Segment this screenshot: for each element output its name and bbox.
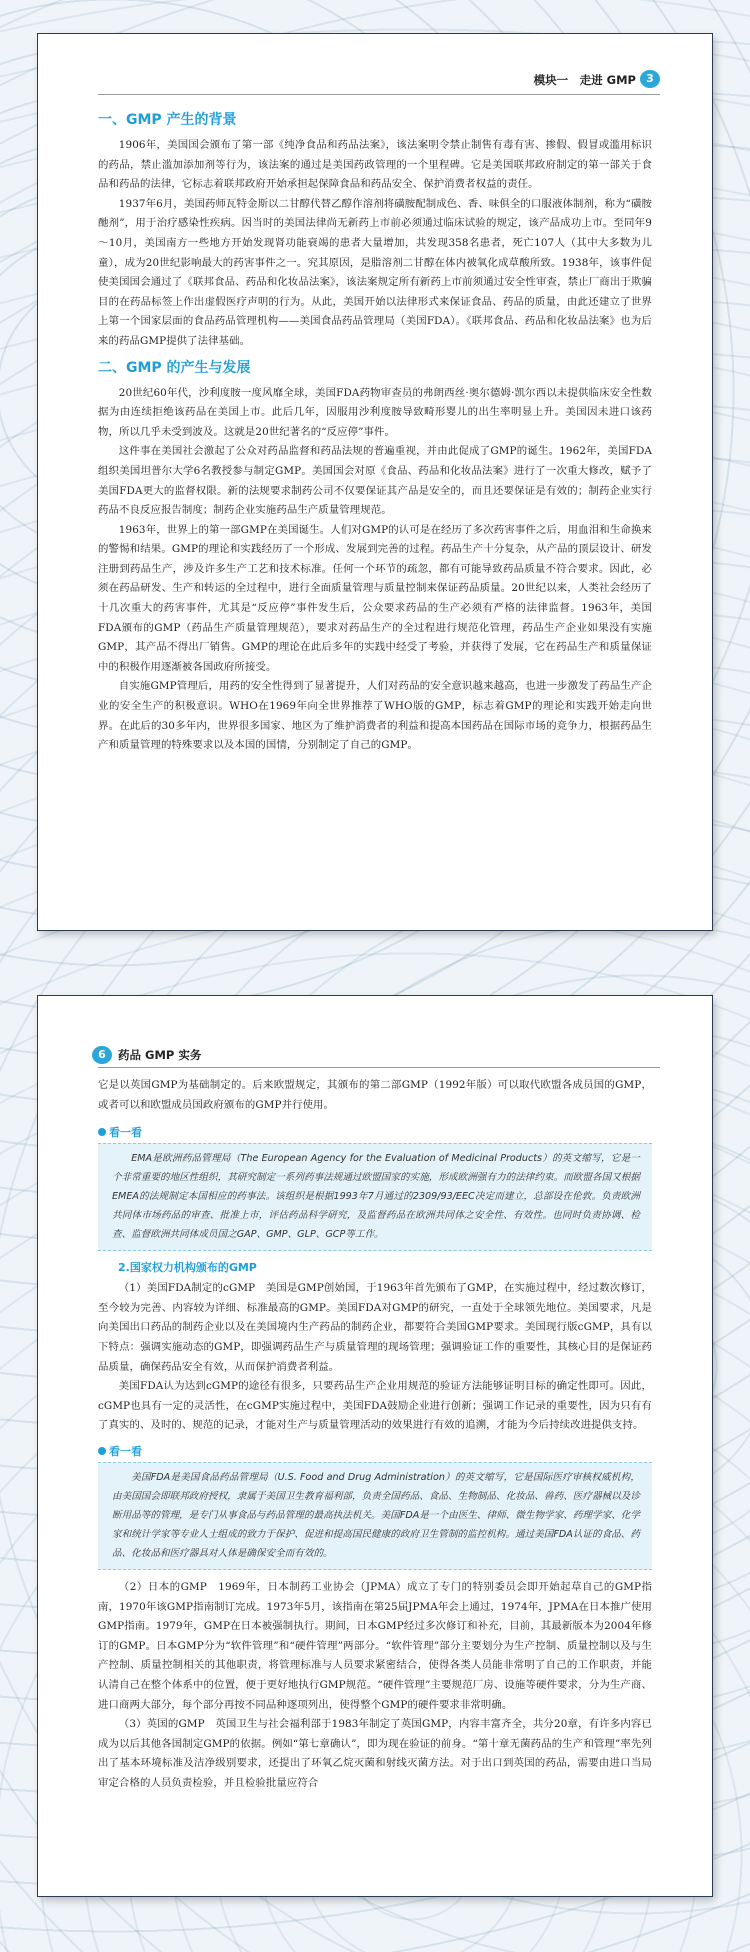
section-heading: 一、GMP 产生的背景 [98, 112, 237, 128]
paragraph: （3）英国的GMP 英国卫生与社会福利部于1983年制定了英国GMP，内容丰富齐全，共分20章，有许多内容已成为以后其他各国制定GMP的依据。例如“第七章确认”，即为现在验证的前身。“第十章无菌药品的生产和管理”率先列出了基本环境标准及洁净级别要求，还提出了环氧乙烷灭菌和射线灭菌方法。对于出口到英国的药品，需要由进口当局审定合格的人员负责检验，并且检验批量应符合 [98, 1718, 652, 1789]
subsection-heading: 2.国家权力机构颁布的GMP [118, 1261, 257, 1275]
callout-text: EMA是欧洲药品管理局（The European Agency for the Evaluation of Medicinal Products）的英文缩写，它是一个非常重要的地区性组织，其研究制定一系列药事法规通过欧盟国家的实施，形成欧洲强有力的法律约束。而欧盟各国又根据EMEA的法规制定本国相应的药事法。该组织是根据1993年7月通过的2309/93/EEC决定而建立，总部设在伦敦。负责欧洲共同体市场药品的审查、批准上市，评估药品科学研究，及监督药品在欧洲共同体之安全性、有效性。也同时负责协调、检查、监督欧洲共同体成员国之GAP、GMP、GLP、GCP等工作。 [112, 1153, 640, 1241]
section-heading: 二、GMP 的产生与发展 [98, 359, 251, 376]
paragraph: 20世纪60年代，沙利度胺一度风靡全球，美国FDA药物审查员的弗朗西丝·奥尔德姆·凯尔西以未提供临床安全性数据为由连续拒绝该药品在美国上市。此后几年，因服用沙利度胺导致畸形婴儿的出生率明显上升。美国因未进口该药物，所以几乎未受到波及。这就是20世纪著名的“反应停”事件。 [98, 386, 652, 438]
paragraph: 这件事在美国社会激起了公众对药品监督和药品法规的普遍重视，并由此促成了GMP的诞生。1962年，美国FDA组织美国坦普尔大学6名教授参与制定GMP。美国国会对原《食品、药品和化妆品法案》进行了一次重大修改，赋予了美国FDA更大的监督权限。新的法规要求制药公司不仅要保证其产品是安全的，而且还要保证是有效的；制药企业实行药品不良反应报告制度；制药企业实施药品生产质量管理规范。 [98, 445, 652, 517]
page-number-badge: 3 [640, 70, 660, 88]
paragraph: 美国FDA认为达到cGMP的途径有很多，只要药品生产企业用规范的验证方法能够证明目标的确定性即可。因此，cGMP也具有一定的灵活性，在cGMP实施过程中，美国FDA鼓励企业进行创新；强调工作记录的重要性，因为只有有了真实的、及时的、规范的记录，才能对生产与质量管理活动的效果进行有效的追溯，才能为今后持续改进提供支持。 [98, 1380, 652, 1432]
callout-text: 美国FDA是美国食品药品管理局（U.S. Food and Drug Administration）的英文缩写，它是国际医疗审核权威机构，由美国国会即联邦政府授权，隶属于美国卫生教育福利部，负责全国药品、食品、生物制品、化妆品、兽药、医疗器械以及诊断用品等的管理，是专门从事食品与药品管理的最高执法机关。美国FDA是一个由医生、律师、微生物学家、药理学家、化学家和统计学家等专业人士组成的致力于保护、促进和提高国民健康的政府卫生管制的监控机构。通过美国FDA认证的食品、药品、化妆品和医疗器具对人体是确保安全而有效的。 [112, 1471, 640, 1559]
document-page-3 [38, 34, 712, 930]
paragraph: （2）日本的GMP 1969年，日本制药工业协会（JPMA）成立了专门的特别委员会即开始起草自己的GMP指南，1970年该GMP指南制订完成。1973年5月，该指南在第25届JPMA年会上通过，1974年，JPMA在日本推广使用GMP指南。1979年，GMP在日本被强制执行。期间，日本GMP经过多次修订和补充，目前，其最新版本为2004年修订的GMP。日本GMP分为“软件管理”和“硬件管理”两部分。“软件管理”部分主要划分为生产控制、质量控制以及与生产控制、质量控制相关的其他职责，将管理标准与人员要求紧密结合，使得各类人员能非常明了自己的工作职责，并能认清自己在整个体系中的位置，便于更好地执行GMP规范。“硬件管理”主要规范厂房、设施等硬件要求，分为生产商、进口商两大部分，每个部分再按不同品种逐项列出，使得整个GMP的硬件要求非常明确。 [98, 1580, 652, 1711]
paragraph: （1）美国FDA制定的cGMP 美国是GMP创始国，于1963年首先颁布了GMP，在实施过程中，经过数次修订，至今较为完善、内容较为详细、标准最高的GMP。美国FDA对GMP的研究，一直处于全球领先地位。美国要求，凡是向美国出口药品的制药企业以及在美国境内生产药品的制药企业，都要符合美国GMP要求。美国现行版cGMP，具有以下特点：强调实施动态的GMP，即强调药品生产与质量管理的现场管理；强调验证工作的重要性，其核心目的是保证药品质量，确保药品安全有效，从而保护消费者利益。 [98, 1282, 652, 1373]
module-title: 模块一 走进 GMP [533, 73, 636, 87]
page-body [98, 104, 652, 756]
document-page-6 [38, 996, 712, 1896]
eye-bullet-icon [98, 1447, 106, 1455]
page-number-badge: 6 [92, 1046, 112, 1064]
callout-box-fda [98, 1462, 652, 1570]
paragraph: 1937年6月，美国药师瓦特金斯以二甘醇代替乙醇作溶剂将磺胺配制成色、香、味俱全的口服液体制剂，称为“磺胺酏剂”，用于治疗感染性疾病。因当时的美国法律尚无新药上市前必须通过临床试验的规定，该产品成功上市。至同年9～10月，美国南方一些地方开始发现肾功能衰竭的患者大量增加，共发现358名患者，死亡107人（其中大多数为儿童），成为20世纪影响最大的药害事件之一。究其原因，是脂溶剂二甘醇在体内被氧化成草酸所致。1938年，该事件促使美国国会通过了《联邦食品、药品和化妆品法案》，该法案规定所有新药上市前须通过安全性审查，禁止厂商出于欺骗目的在药品标签上作出虚假医疗声明的行为。从此，美国开始以法律形式来保证食品、药品的质量，由此还建立了世界上第一个国家层面的食品药品管理机构——美国食品药品管理局（美国FDA）。《联邦食品、药品和化妆品法案》也为后来的药品GMP提供了法律基础。 [98, 197, 652, 347]
callout-box-ema [98, 1143, 652, 1251]
callout-heading [98, 1442, 652, 1462]
eye-bullet-icon [98, 1128, 106, 1136]
running-header [98, 68, 660, 95]
running-header [98, 1044, 660, 1070]
paragraph: 自实施GMP管理后，用药的安全性得到了显著提升，人们对药品的安全意识越来越高，也进一步激发了药品生产企业的安全生产的积极意识。WHO在1969年向全世界推荐了WHO版的GMP，标志着GMP的理论和实践开始走向世界。在此后的30多年内，世界很多国家、地区为了维护消费者的利益和提高本国药品在国际市场的竞争力，根据药品生产和质量管理的特殊要求以及本国的国情，分别制定了自己的GMP。 [98, 680, 652, 752]
paragraph: 它是以英国GMP为基础制定的。后来欧盟规定，其颁布的第二部GMP（1992年版）可以取代欧盟各成员国的GMP，或者可以和欧盟成员国政府颁布的GMP并行使用。 [98, 1079, 652, 1111]
paragraph: 1963年，世界上的第一部GMP在美国诞生。人们对GMP的认可是在经历了多次药害事件之后，用血泪和生命换来的警惕和结果。GMP的理论和实践经历了一个形成、发展到完善的过程。药品生产十分复杂，从产品的顶层设计、研发注册到药品生产，涉及许多生产工艺和技术标准。任何一个环节的疏忽，都有可能导致药品质量不符合要求。因此，必须在药品研发、生产和转运的全过程中，进行全面质量管理与质量控制来保证药品质量。20世纪以来，人类社会经历了十几次重大的药害事件，尤其是“反应停”事件发生后，公众要求药品的生产必须有严格的法律监督。1963年，美国FDA颁布的GMP（药品生产质量管理规范），要求对药品生产的全过程进行规范化管理，药品生产企业如果没有实施GMP，其产品不得出厂销售。GMP的理论在此后多年的实践中经受了考验，并获得了发展，它在药品生产和质量保证中的积极作用逐渐被各国政府所接受。 [98, 523, 652, 673]
book-title: 药品 GMP 实务 [118, 1048, 202, 1062]
callout-heading [98, 1123, 652, 1143]
callout-label: 看一看 [109, 1126, 142, 1140]
header-rule [98, 1067, 660, 1068]
paragraph: 1906年，美国国会颁布了第一部《纯净食品和药品法案》，该法案明令禁止制售有毒有害、掺假、假冒或滥用标识的药品，禁止滥加添加剂等行为，该法案的通过是美国药政管理的一个里程碑。它是美国联邦政府制定的第一部关于食品和药品的法律，它标志着联邦政府开始承担起保障食品和药品安全、保护消费者权益的责任。 [98, 139, 652, 191]
page-body [98, 1076, 652, 1793]
callout-label: 看一看 [109, 1444, 142, 1458]
